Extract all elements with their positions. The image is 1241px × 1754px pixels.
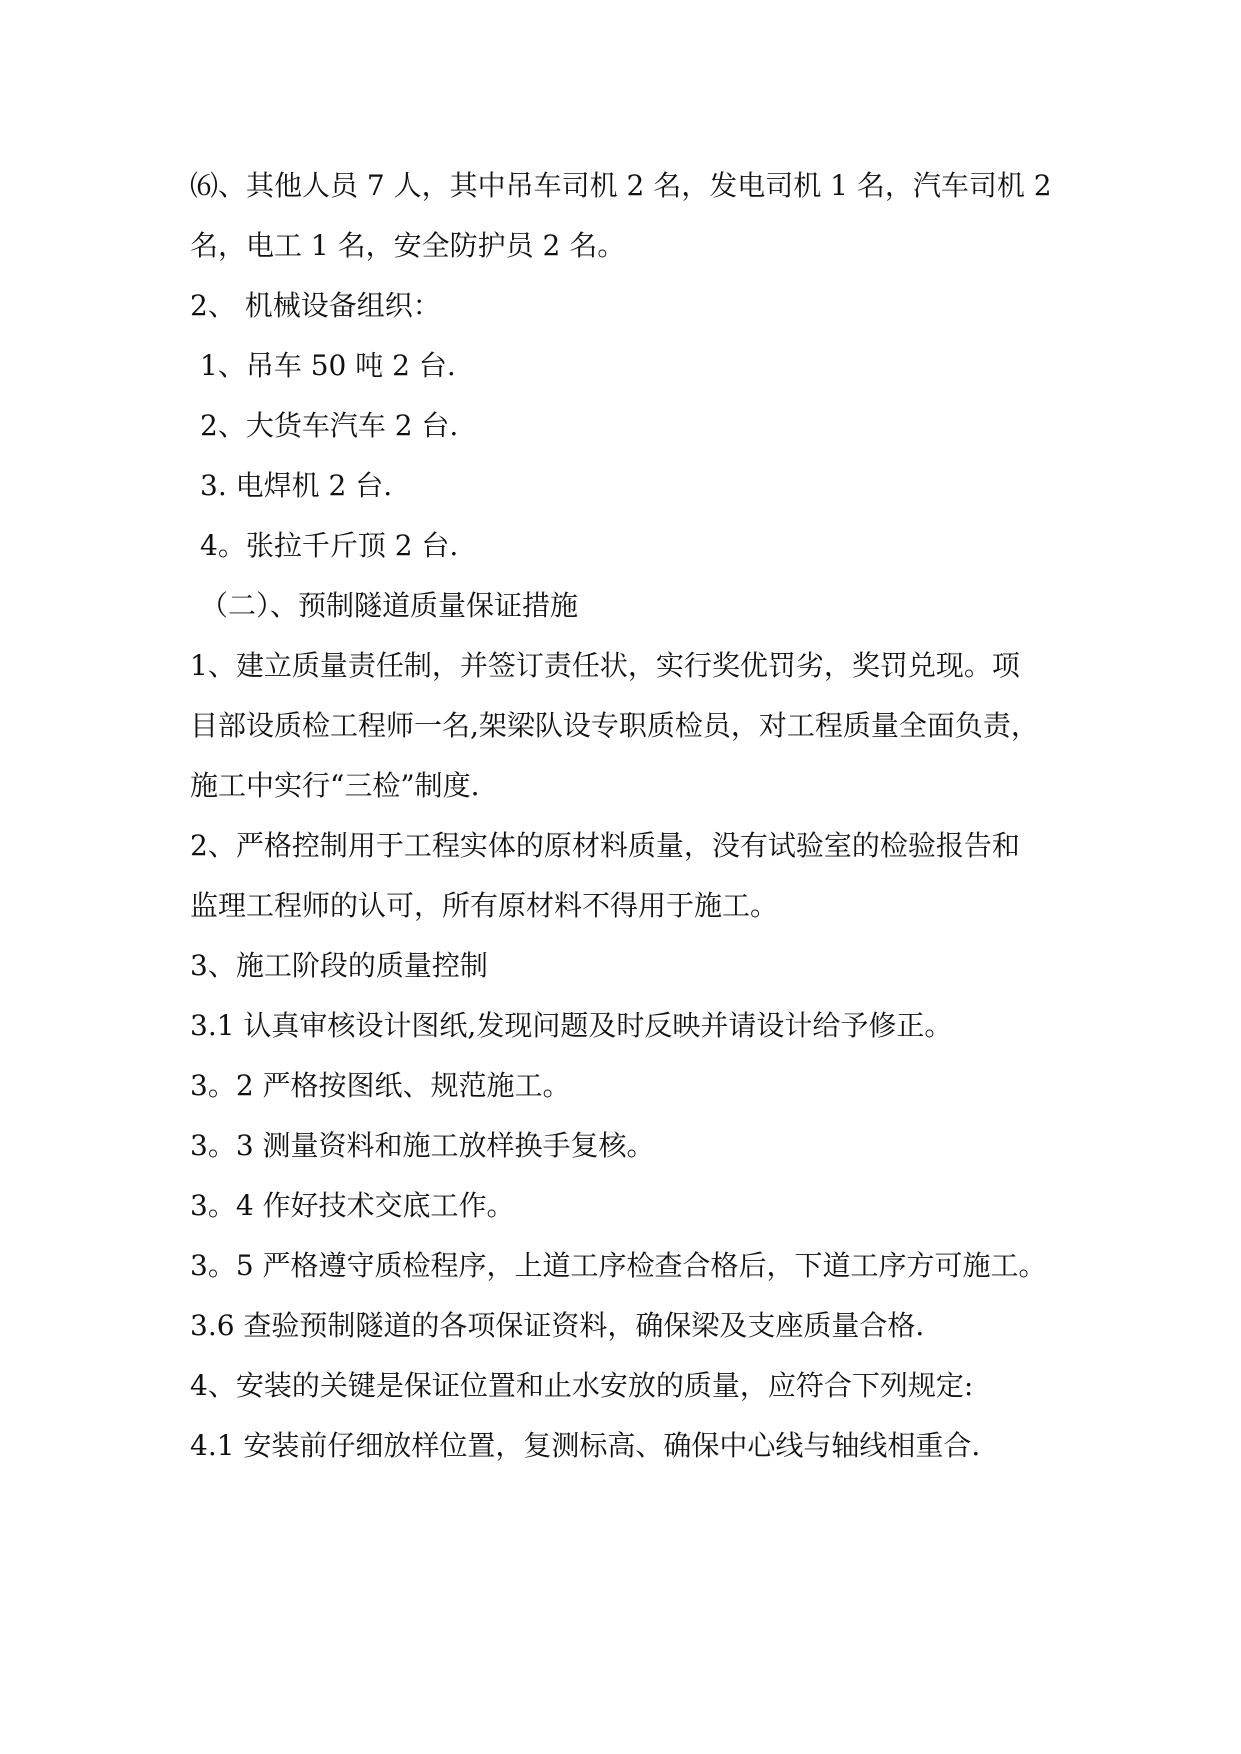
- text-line: 3。5 严格遵守质检程序，上道工序检查合格后，下道工序方可施工。: [190, 1249, 1047, 1282]
- text-line: 名，电工 1 名，安全防护员 2 名。: [190, 229, 626, 262]
- list-item: 4。张拉千斤顶 2 台.: [200, 529, 459, 562]
- text-line: 4、安装的关键是保证位置和止水安放的质量，应符合下列规定:: [190, 1369, 974, 1402]
- text-line: 1、建立质量责任制，并签订责任状，实行奖优罚劣，奖罚兑现。项: [190, 649, 1020, 682]
- text-line: 4.1 安装前仔细放样位置，复测标高、确保中心线与轴线相重合.: [190, 1429, 981, 1462]
- list-item: 1、吊车 50 吨 2 台.: [200, 349, 456, 382]
- text-line: 3.6 查验预制隧道的各项保证资料，确保梁及支座质量合格.: [190, 1309, 925, 1342]
- text-line: 2、严格控制用于工程实体的原材料质量，没有试验室的检验报告和: [190, 829, 1020, 862]
- list-item: 2、大货车汽车 2 台.: [200, 409, 459, 442]
- text-line: ⑹、其他人员 7 人，其中吊车司机 2 名，发电司机 1 名，汽车司机 2: [190, 169, 1052, 202]
- text-line: 3。3 测量资料和施工放样换手复核。: [190, 1129, 655, 1162]
- text-line: 3.1 认真审核设计图纸,发现问题及时反映并请设计给予修正。: [190, 1009, 953, 1042]
- list-item: 3. 电焊机 2 台.: [200, 469, 393, 502]
- text-line: 3。2 严格按图纸、规范施工。: [190, 1069, 571, 1102]
- text-line: 3。4 作好技术交底工作。: [190, 1189, 515, 1222]
- text-line: 监理工程师的认可，所有原材料不得用于施工。: [190, 889, 779, 922]
- section-heading: 2、 机械设备组织：: [190, 289, 441, 322]
- text-line: 目部设质检工程师一名,架梁队设专职质检员，对工程质量全面负责，: [190, 709, 1039, 742]
- section-heading: （二）、预制隧道质量保证措施: [200, 589, 579, 622]
- section-heading: 3、施工阶段的质量控制: [190, 949, 488, 982]
- text-line: 施工中实行“三检”制度.: [190, 769, 480, 802]
